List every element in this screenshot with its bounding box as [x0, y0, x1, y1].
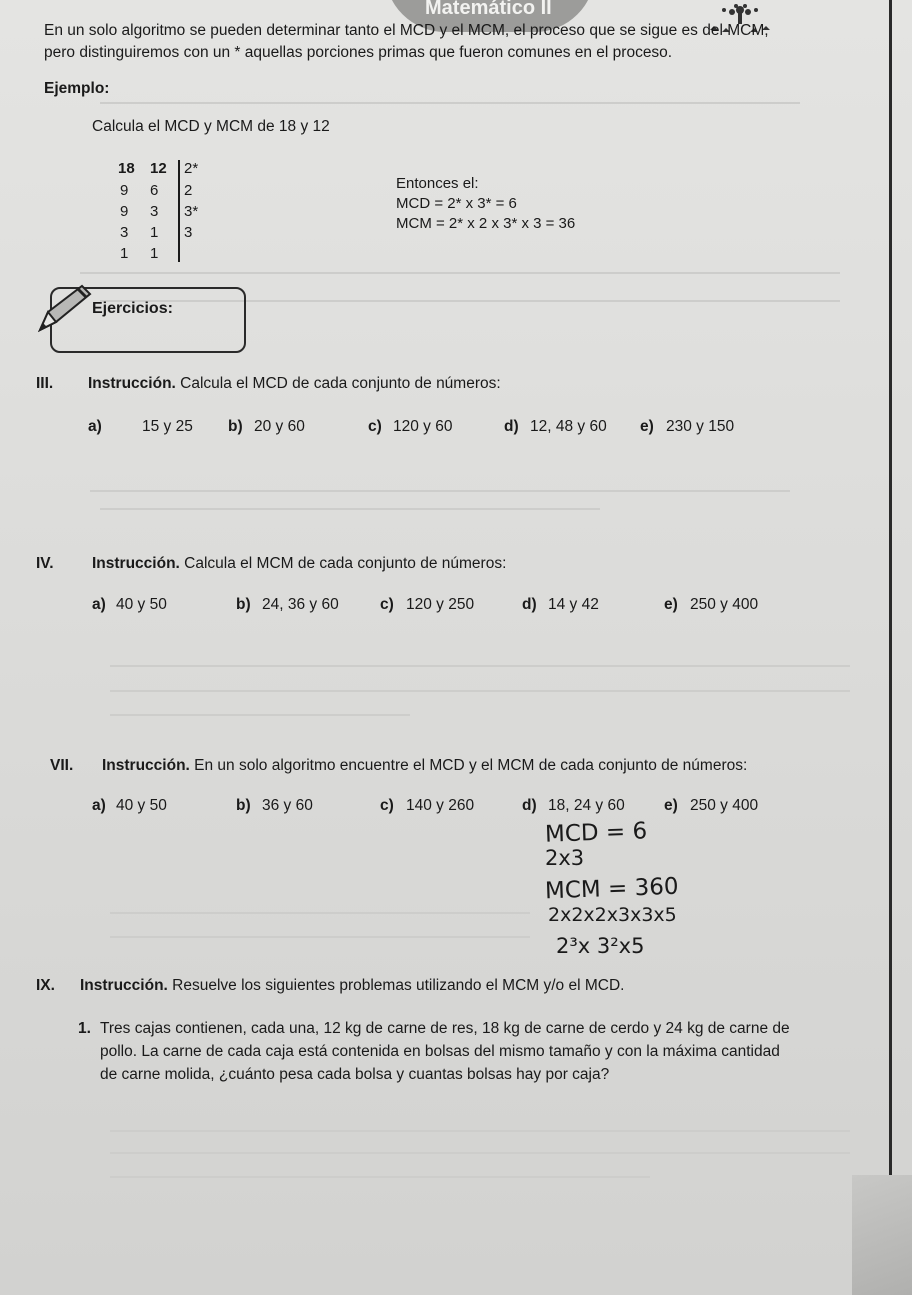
- item-letter: d): [522, 596, 537, 613]
- table-cell: 18: [118, 160, 135, 177]
- table-cell: 3*: [184, 203, 199, 220]
- item-text: 140 y 260: [406, 797, 475, 814]
- bleed-through-line: [110, 1152, 850, 1154]
- then-label: Entonces el:: [396, 175, 479, 192]
- instruction-text: En un solo algoritmo encuentre el MCD y el MCM de cada conjunto de números:: [194, 757, 748, 774]
- table-cell: 3: [184, 224, 193, 241]
- intro-line-1: En un solo algoritmo se pueden determinar tanto el MCD y el MCM, el proceso que se sigue es del MCM,: [44, 22, 769, 39]
- instruction-label: Instrucción.: [80, 977, 168, 994]
- handwritten-mcm-work: 2x2x2x3x3x5: [548, 904, 677, 926]
- bleed-through-line: [110, 936, 530, 938]
- instruction-text: Calcula el MCM de cada conjunto de números:: [184, 555, 507, 572]
- section-instruction: [88, 375, 501, 393]
- table-cell: 1: [150, 224, 159, 241]
- bleed-through-line: [80, 272, 840, 274]
- section-instruction: [102, 757, 747, 775]
- item-letter: c): [380, 797, 394, 814]
- section-instruction: [80, 977, 624, 995]
- item-letter: b): [228, 418, 243, 435]
- item-letter: d): [522, 797, 537, 814]
- table-cell: 1: [120, 245, 129, 262]
- item-text: 36 y 60: [262, 797, 313, 814]
- page-title: Matemático II: [425, 0, 552, 19]
- bleed-through-line: [110, 912, 530, 914]
- table-cell: 3: [150, 203, 159, 220]
- bleed-through-line: [110, 665, 850, 667]
- instruction-text: Resuelve los siguientes problemas utilizando el MCM y/o el MCD.: [172, 977, 625, 994]
- bleed-through-line: [110, 1176, 650, 1178]
- item-text: 20 y 60: [254, 418, 305, 435]
- mcd-result: MCD = 2* x 3* = 6: [396, 195, 517, 212]
- instruction-label: Instrucción.: [102, 757, 190, 774]
- bleed-through-line: [110, 1130, 850, 1132]
- table-cell: 1: [150, 245, 159, 262]
- instruction-label: Instrucción.: [92, 555, 180, 572]
- item-letter: b): [236, 797, 251, 814]
- table-cell: 9: [120, 182, 129, 199]
- item-letter: e): [664, 797, 678, 814]
- exercises-label: Ejercicios:: [92, 300, 173, 317]
- example-heading: Ejemplo:: [44, 80, 110, 97]
- item-letter: a): [92, 797, 106, 814]
- item-text: 18, 24 y 60: [548, 797, 625, 814]
- bleed-through-line: [90, 490, 790, 492]
- item-text: 15 y 25: [142, 418, 193, 435]
- instruction-text: Calcula el MCD de cada conjunto de números:: [180, 375, 501, 392]
- item-text: 24, 36 y 60: [262, 596, 339, 613]
- handwritten-mcd-work: 2x3: [545, 846, 585, 870]
- pencil-icon: [34, 282, 94, 338]
- table-cell: 3: [120, 224, 129, 241]
- item-text: 120 y 250: [406, 596, 475, 613]
- section-number: III.: [36, 375, 54, 392]
- handwritten-powers: 2³x 3²x5: [556, 934, 645, 958]
- handwritten-mcd: MCD = 6: [544, 818, 648, 848]
- handwritten-mcm: MCM = 360: [544, 873, 679, 905]
- item-text: 250 y 400: [690, 596, 759, 613]
- bleed-through-line: [110, 714, 410, 716]
- problem-number: 1.: [78, 1020, 91, 1037]
- item-letter: c): [380, 596, 394, 613]
- item-letter: e): [664, 596, 678, 613]
- item-text: 230 y 150: [666, 418, 735, 435]
- item-text: 14 y 42: [548, 596, 599, 613]
- item-letter: d): [504, 418, 519, 435]
- page-corner: [852, 1175, 912, 1295]
- item-letter: e): [640, 418, 654, 435]
- bleed-through-line: [100, 508, 600, 510]
- item-letter: c): [368, 418, 382, 435]
- section-number: IV.: [36, 555, 54, 572]
- section-number: IX.: [36, 977, 55, 994]
- item-letter: b): [236, 596, 251, 613]
- table-cell: 12: [150, 160, 167, 177]
- problem-line: pollo. La carne de cada caja está contenida en bolsas del mismo tamaño y con la máxima cantidad: [100, 1043, 780, 1060]
- item-text: 12, 48 y 60: [530, 418, 607, 435]
- table-cell: 2*: [184, 160, 199, 177]
- table-cell: 6: [150, 182, 159, 199]
- item-letter: a): [88, 418, 102, 435]
- section-instruction: [92, 555, 506, 573]
- mcm-result: MCM = 2* x 2 x 3* x 3 = 36: [396, 215, 576, 232]
- item-text: 120 y 60: [393, 418, 453, 435]
- problem-line: de carne molida, ¿cuánto pesa cada bolsa y cuantas bolsas hay por caja?: [100, 1066, 610, 1083]
- item-letter: a): [92, 596, 106, 613]
- item-text: 40 y 50: [116, 596, 167, 613]
- table-cell: 9: [120, 203, 129, 220]
- item-text: 250 y 400: [690, 797, 759, 814]
- example-prompt: Calcula el MCD y MCM de 18 y 12: [92, 118, 330, 135]
- section-number: VII.: [50, 757, 74, 774]
- table-cell: 2: [184, 182, 193, 199]
- table-divider: [178, 160, 180, 262]
- page-edge: [889, 0, 892, 1295]
- instruction-label: Instrucción.: [88, 375, 176, 392]
- problem-line: Tres cajas contienen, cada una, 12 kg de carne de res, 18 kg de carne de cerdo y 24 kg de carne de: [100, 1020, 790, 1037]
- intro-line-2: pero distinguiremos con un * aquellas porciones primas que fueron comunes en el proceso.: [44, 44, 673, 61]
- bleed-through-line: [110, 690, 850, 692]
- item-text: 40 y 50: [116, 797, 167, 814]
- bleed-through-line: [100, 102, 800, 104]
